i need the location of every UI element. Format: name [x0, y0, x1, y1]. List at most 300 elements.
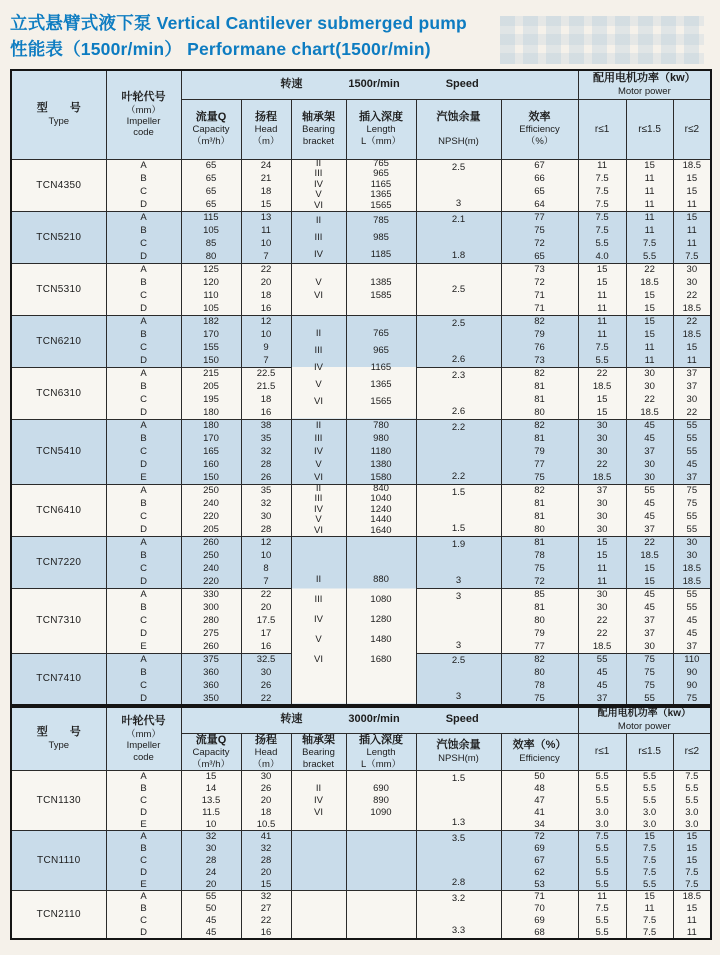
cell-head: 9: [241, 341, 291, 354]
cell-efficiency: 81: [501, 536, 578, 549]
cell-head: 18: [241, 393, 291, 406]
cell-efficiency: 80: [501, 614, 578, 627]
cell-power-r2: 75: [673, 692, 711, 705]
cell-power-r1-5: 5.5: [626, 879, 673, 891]
cell-power-r2: 15: [673, 341, 711, 354]
cell-impeller-code: B: [106, 328, 181, 341]
cell-head: 35: [241, 432, 291, 445]
cell-impeller-code: B: [106, 843, 181, 855]
cell-head: 18: [241, 185, 291, 198]
cell-power-r1-5: 15: [626, 562, 673, 575]
cell-power-r1-5: 5.5: [626, 771, 673, 783]
cell-bearing-bracket: II III IV V VI: [291, 159, 346, 211]
cell-impeller-code: B: [106, 601, 181, 614]
cell-model: TCN6310: [11, 367, 106, 419]
cell-power-r1: 3.0: [578, 807, 626, 819]
cell-power-r2: 11: [673, 927, 711, 939]
cell-head: 16: [241, 302, 291, 315]
cell-head: 32: [241, 843, 291, 855]
cell-head: 12: [241, 536, 291, 549]
cell-power-r1-5: 75: [626, 666, 673, 679]
cell-npsh: 2.5 3: [416, 159, 501, 211]
cell-head: 11: [241, 224, 291, 237]
cell-power-r1-5: 45: [626, 419, 673, 432]
cell-power-r1-5: 5.5: [626, 795, 673, 807]
cell-power-r1: 18.5: [578, 640, 626, 653]
cell-bearing-bracket: V VI: [291, 263, 346, 315]
impeller-label-en: Impeller: [126, 115, 161, 127]
cell-efficiency: 79: [501, 328, 578, 341]
cell-impeller-code: D: [106, 406, 181, 419]
cell-capacity: 170: [181, 328, 241, 341]
cell-head: 16: [241, 406, 291, 419]
cell-power-r1: 11: [578, 302, 626, 315]
cell-head: 22: [241, 692, 291, 705]
cell-impeller-code: A: [106, 653, 181, 666]
cell-impeller-code: D: [106, 575, 181, 588]
cell-impeller-code: B: [106, 666, 181, 679]
cell-capacity: 45: [181, 915, 241, 927]
cell-efficiency: 82: [501, 484, 578, 497]
cell-efficiency: 67: [501, 855, 578, 867]
cell-power-r1: 7.5: [578, 224, 626, 237]
cell-bearing-bracket: II III IV: [291, 211, 346, 263]
cell-power-r1: 7.5: [578, 341, 626, 354]
cell-capacity: 280: [181, 614, 241, 627]
cell-power-r1-5: 15: [626, 831, 673, 843]
cell-capacity: 32: [181, 831, 241, 843]
col-header-efficiency: [501, 99, 578, 159]
cell-power-r1: 22: [578, 367, 626, 380]
cell-impeller-code: D: [106, 458, 181, 471]
cell-efficiency: 71: [501, 891, 578, 903]
cell-capacity: 24: [181, 867, 241, 879]
cell-power-r1-5: 30: [626, 367, 673, 380]
cell-power-r2: 11: [673, 354, 711, 367]
cell-power-r1: 15: [578, 263, 626, 276]
capacity-label-en: Capacity: [192, 124, 230, 136]
cell-insert-length: 690 890 1090: [346, 771, 416, 831]
col-header-insert-length: [346, 99, 416, 159]
cell-capacity: 360: [181, 666, 241, 679]
cell-npsh: 1.9 3: [416, 536, 501, 588]
cell-power-r1: 30: [578, 588, 626, 601]
cell-capacity: 160: [181, 458, 241, 471]
cell-head: 26: [241, 679, 291, 692]
cell-power-r1-5: 45: [626, 588, 673, 601]
cell-model: TCN7310: [11, 588, 106, 653]
cell-npsh: 2.1 1.8: [416, 211, 501, 263]
cell-impeller-code: E: [106, 819, 181, 831]
cell-power-r1: 15: [578, 276, 626, 289]
bearing-label-en2: bracket: [302, 758, 335, 770]
cell-efficiency: 64: [501, 198, 578, 211]
cell-power-r2: 75: [673, 497, 711, 510]
cell-power-r1-5: 37: [626, 627, 673, 640]
cell-capacity: 65: [181, 172, 241, 185]
cell-head: 32.5: [241, 653, 291, 666]
cell-efficiency: 65: [501, 185, 578, 198]
page-title-line1: 立式悬臂式液下泵 Vertical Cantilever submerged pump: [10, 13, 467, 33]
cell-power-r1-5: 11: [626, 903, 673, 915]
table-body-1500: [11, 159, 711, 705]
cell-power-r1-5: 30: [626, 380, 673, 393]
cell-insert-length: 765 965 1165 1365 1565: [346, 315, 416, 419]
cell-power-r2: 55: [673, 445, 711, 458]
cell-power-r1: 3.0: [578, 819, 626, 831]
cell-impeller-code: B: [106, 172, 181, 185]
cell-model: TCN6410: [11, 484, 106, 536]
cell-capacity: 260: [181, 640, 241, 653]
cell-efficiency: 73: [501, 263, 578, 276]
cell-capacity: 165: [181, 445, 241, 458]
cell-power-r1-5: 11: [626, 341, 673, 354]
cell-power-r1: 30: [578, 432, 626, 445]
cell-npsh: 1.5 1.3: [416, 771, 501, 831]
cell-power-r1: 30: [578, 601, 626, 614]
cell-head: 20: [241, 601, 291, 614]
cell-power-r2: 110: [673, 653, 711, 666]
cell-head: 22: [241, 263, 291, 276]
cell-efficiency: 82: [501, 419, 578, 432]
cell-power-r1: 5.5: [578, 771, 626, 783]
capacity-label-unit: （m³/h）: [191, 135, 230, 147]
cell-power-r1: 30: [578, 445, 626, 458]
cell-head: 22: [241, 588, 291, 601]
col-header-capacity: [181, 733, 241, 771]
cell-capacity: 28: [181, 855, 241, 867]
cell-efficiency: 71: [501, 302, 578, 315]
cell-power-r1-5: 75: [626, 653, 673, 666]
cell-power-r2: 30: [673, 263, 711, 276]
cell-power-r1-5: 30: [626, 471, 673, 484]
cell-npsh: 1.5 1.5: [416, 484, 501, 536]
cell-impeller-code: D: [106, 807, 181, 819]
cell-capacity: 80: [181, 250, 241, 263]
cell-power-r2: 30: [673, 276, 711, 289]
cell-power-r2: 37: [673, 367, 711, 380]
motor-label-en: Motor power: [617, 85, 671, 97]
cell-model: TCN4350: [11, 159, 106, 211]
speed-label-en: Speed: [445, 77, 479, 90]
cell-head: 20: [241, 867, 291, 879]
speed-label-en: Speed: [445, 713, 479, 726]
col-header-r1-5: r≤1.5: [626, 733, 673, 771]
col-header-speed: [181, 707, 578, 733]
head-label-en: Head: [254, 747, 278, 759]
cell-power-r1: 30: [578, 497, 626, 510]
speed-value: 1500r/min: [348, 77, 400, 90]
col-header-r1: r≤1: [578, 99, 626, 159]
cell-power-r1-5: 5.5: [626, 783, 673, 795]
cell-power-r1: 11: [578, 289, 626, 302]
cell-impeller-code: C: [106, 679, 181, 692]
cell-power-r1: 15: [578, 406, 626, 419]
length-label-unit: L（mm）: [360, 758, 402, 770]
cell-head: 32: [241, 497, 291, 510]
efficiency-label-cn: 效率: [528, 110, 551, 123]
cell-power-r2: 11: [673, 224, 711, 237]
cell-impeller-code: C: [106, 915, 181, 927]
cell-impeller-code: A: [106, 159, 181, 172]
col-header-motor-power: [578, 707, 711, 733]
cell-head: 12: [241, 315, 291, 328]
capacity-label-cn: 流量Q: [195, 110, 227, 123]
cell-efficiency: 72: [501, 237, 578, 250]
cell-capacity: 250: [181, 484, 241, 497]
motor-label-en: Motor power: [617, 720, 671, 732]
cell-head: 7: [241, 354, 291, 367]
cell-impeller-code: D: [106, 198, 181, 211]
page-title-line2: 性能表（1500r/min） Performane chart(1500r/min): [10, 39, 431, 59]
cell-head: 30: [241, 771, 291, 783]
cell-power-r1-5: 37: [626, 523, 673, 536]
col-header-npsh: [416, 99, 501, 159]
cell-efficiency: 75: [501, 471, 578, 484]
cell-efficiency: 75: [501, 692, 578, 705]
cell-model: TCN6210: [11, 315, 106, 367]
cell-power-r1-5: 15: [626, 289, 673, 302]
col-header-bearing-bracket: [291, 99, 346, 159]
cell-capacity: 45: [181, 927, 241, 939]
cell-power-r2: 37: [673, 380, 711, 393]
cell-head: 10.5: [241, 819, 291, 831]
cell-efficiency: 77: [501, 458, 578, 471]
cell-power-r2: 5.5: [673, 795, 711, 807]
cell-efficiency: 69: [501, 915, 578, 927]
cell-efficiency: 80: [501, 666, 578, 679]
cell-power-r2: 15: [673, 843, 711, 855]
col-header-type: [11, 70, 106, 159]
cell-power-r1-5: 18.5: [626, 549, 673, 562]
cell-efficiency: 71: [501, 289, 578, 302]
cell-insert-length: 785 985 1185: [346, 211, 416, 263]
cell-efficiency: 77: [501, 211, 578, 224]
bearing-label-en1: Bearing: [302, 747, 335, 759]
cell-impeller-code: D: [106, 523, 181, 536]
cell-efficiency: 53: [501, 879, 578, 891]
cell-impeller-code: A: [106, 536, 181, 549]
cell-insert-length: 880 1080 1280 1480 1680: [346, 536, 416, 705]
cell-capacity: 150: [181, 471, 241, 484]
cell-power-r2: 18.5: [673, 562, 711, 575]
cell-power-r2: 37: [673, 640, 711, 653]
cell-capacity: 15: [181, 771, 241, 783]
cell-capacity: 110: [181, 289, 241, 302]
cell-power-r1: 7.5: [578, 831, 626, 843]
cell-power-r1: 15: [578, 393, 626, 406]
cell-power-r1-5: 22: [626, 536, 673, 549]
cell-power-r1-5: 11: [626, 224, 673, 237]
cell-capacity: 13.5: [181, 795, 241, 807]
efficiency-label-unit: （%）: [525, 135, 554, 147]
table-header-1500: [11, 70, 711, 159]
cell-head: 32: [241, 445, 291, 458]
cell-efficiency: 34: [501, 819, 578, 831]
cell-head: 16: [241, 927, 291, 939]
cell-insert-length: 1385 1585: [346, 263, 416, 315]
cell-impeller-code: D: [106, 692, 181, 705]
cell-capacity: 180: [181, 406, 241, 419]
col-header-impeller: [106, 70, 181, 159]
head-label-unit: （m）: [252, 135, 280, 147]
cell-power-r1: 18.5: [578, 380, 626, 393]
cell-head: 15: [241, 879, 291, 891]
cell-power-r1: 45: [578, 679, 626, 692]
cell-power-r1-5: 11: [626, 172, 673, 185]
impeller-label-cn: 叶轮代号: [121, 90, 166, 103]
cell-power-r1: 11: [578, 328, 626, 341]
cell-power-r1: 11: [578, 315, 626, 328]
cell-efficiency: 50: [501, 771, 578, 783]
cell-power-r1-5: 15: [626, 575, 673, 588]
cell-power-r2: 15: [673, 172, 711, 185]
col-header-bearing-bracket: [291, 733, 346, 771]
col-header-r1: r≤1: [578, 733, 626, 771]
cell-capacity: 300: [181, 601, 241, 614]
cell-capacity: 205: [181, 523, 241, 536]
col-header-efficiency: [501, 733, 578, 771]
cell-npsh: 2.5: [416, 263, 501, 315]
cell-impeller-code: C: [106, 795, 181, 807]
cell-capacity: 20: [181, 879, 241, 891]
cell-impeller-code: C: [106, 614, 181, 627]
npsh-label-en: NPSH(m): [438, 752, 479, 764]
cell-efficiency: 81: [501, 380, 578, 393]
cell-capacity: 155: [181, 341, 241, 354]
impeller-label-en: Impeller: [126, 740, 161, 752]
cell-power-r2: 30: [673, 393, 711, 406]
cell-power-r1: 7.5: [578, 198, 626, 211]
col-header-impeller: [106, 707, 181, 771]
cell-power-r1-5: 5.5: [626, 250, 673, 263]
cell-power-r2: 18.5: [673, 575, 711, 588]
cell-head: 21.5: [241, 380, 291, 393]
cell-efficiency: 41: [501, 807, 578, 819]
cell-head: 28: [241, 523, 291, 536]
cell-power-r1-5: 11: [626, 354, 673, 367]
cell-power-r2: 55: [673, 523, 711, 536]
performance-table-3000rpm: [10, 706, 712, 940]
cell-capacity: 215: [181, 367, 241, 380]
cell-insert-length: 840 1040 1240 1440 1640: [346, 484, 416, 536]
cell-head: 10: [241, 549, 291, 562]
cell-power-r1: 30: [578, 419, 626, 432]
col-header-speed: [181, 70, 578, 99]
cell-impeller-code: D: [106, 627, 181, 640]
cell-power-r1-5: 37: [626, 614, 673, 627]
cell-efficiency: 81: [501, 432, 578, 445]
cell-power-r2: 90: [673, 666, 711, 679]
head-label-unit: （m）: [252, 758, 280, 770]
table-header-3000: [11, 707, 711, 771]
cell-head: 20: [241, 795, 291, 807]
cell-head: 13: [241, 211, 291, 224]
type-label-en: Type: [48, 740, 70, 752]
cell-impeller-code: B: [106, 276, 181, 289]
cell-capacity: 240: [181, 562, 241, 575]
cell-power-r1-5: 15: [626, 891, 673, 903]
cell-head: 38: [241, 419, 291, 432]
cell-insert-length: [346, 831, 416, 891]
cell-efficiency: 81: [501, 510, 578, 523]
cell-power-r1: 37: [578, 484, 626, 497]
motor-label-cn: 配用电机功率（kw）: [597, 708, 691, 720]
table-body-3000: [11, 771, 711, 939]
cell-npsh: 2.2 2.2: [416, 419, 501, 484]
cell-head: 26: [241, 471, 291, 484]
cell-power-r1-5: 45: [626, 432, 673, 445]
cell-efficiency: 70: [501, 903, 578, 915]
cell-head: 16: [241, 640, 291, 653]
cell-power-r2: 45: [673, 614, 711, 627]
bearing-label-en2: bracket: [302, 135, 335, 147]
cell-model: TCN1110: [11, 831, 106, 891]
cell-head: 10: [241, 328, 291, 341]
cell-head: 28: [241, 458, 291, 471]
cell-power-r2: 15: [673, 211, 711, 224]
cell-power-r1: 7.5: [578, 172, 626, 185]
cell-impeller-code: D: [106, 354, 181, 367]
cell-insert-length: 765 965 1165 1365 1565: [346, 159, 416, 211]
cell-head: 15: [241, 198, 291, 211]
head-label-cn: 扬程: [255, 110, 277, 123]
cell-power-r1: 5.5: [578, 867, 626, 879]
cell-efficiency: 77: [501, 640, 578, 653]
cell-power-r1: 7.5: [578, 903, 626, 915]
cell-capacity: 115: [181, 211, 241, 224]
cell-power-r2: 30: [673, 549, 711, 562]
cell-capacity: 180: [181, 419, 241, 432]
cell-head: 21: [241, 172, 291, 185]
cell-power-r1: 18.5: [578, 471, 626, 484]
cell-head: 7: [241, 575, 291, 588]
cell-head: 27: [241, 903, 291, 915]
cell-efficiency: 78: [501, 549, 578, 562]
cell-impeller-code: C: [106, 393, 181, 406]
cell-capacity: 220: [181, 575, 241, 588]
cell-power-r1: 37: [578, 692, 626, 705]
cell-impeller-code: E: [106, 471, 181, 484]
cell-head: 22: [241, 915, 291, 927]
cell-impeller-code: A: [106, 891, 181, 903]
impeller-label-mm: （mm）: [126, 728, 161, 740]
cell-power-r2: 55: [673, 432, 711, 445]
cell-power-r1: 30: [578, 523, 626, 536]
impeller-label-mm: （mm）: [126, 104, 161, 116]
cell-efficiency: 79: [501, 627, 578, 640]
cell-bearing-bracket: II III IV V VI: [291, 484, 346, 536]
cell-efficiency: 62: [501, 867, 578, 879]
cell-efficiency: 66: [501, 172, 578, 185]
cell-power-r2: 75: [673, 484, 711, 497]
cell-impeller-code: B: [106, 783, 181, 795]
cell-head: 30: [241, 510, 291, 523]
cell-head: 22.5: [241, 367, 291, 380]
cell-impeller-code: B: [106, 380, 181, 393]
col-header-capacity: [181, 99, 241, 159]
cell-power-r1: 5.5: [578, 855, 626, 867]
performance-table-1500rpm: [10, 69, 712, 706]
cell-power-r1-5: 55: [626, 692, 673, 705]
cell-power-r1-5: 7.5: [626, 927, 673, 939]
cell-efficiency: 48: [501, 783, 578, 795]
cell-head: 18: [241, 807, 291, 819]
cell-efficiency: 81: [501, 601, 578, 614]
cell-power-r2: 7.5: [673, 867, 711, 879]
capacity-label-en: Capacity: [192, 747, 230, 759]
cell-power-r1: 5.5: [578, 927, 626, 939]
